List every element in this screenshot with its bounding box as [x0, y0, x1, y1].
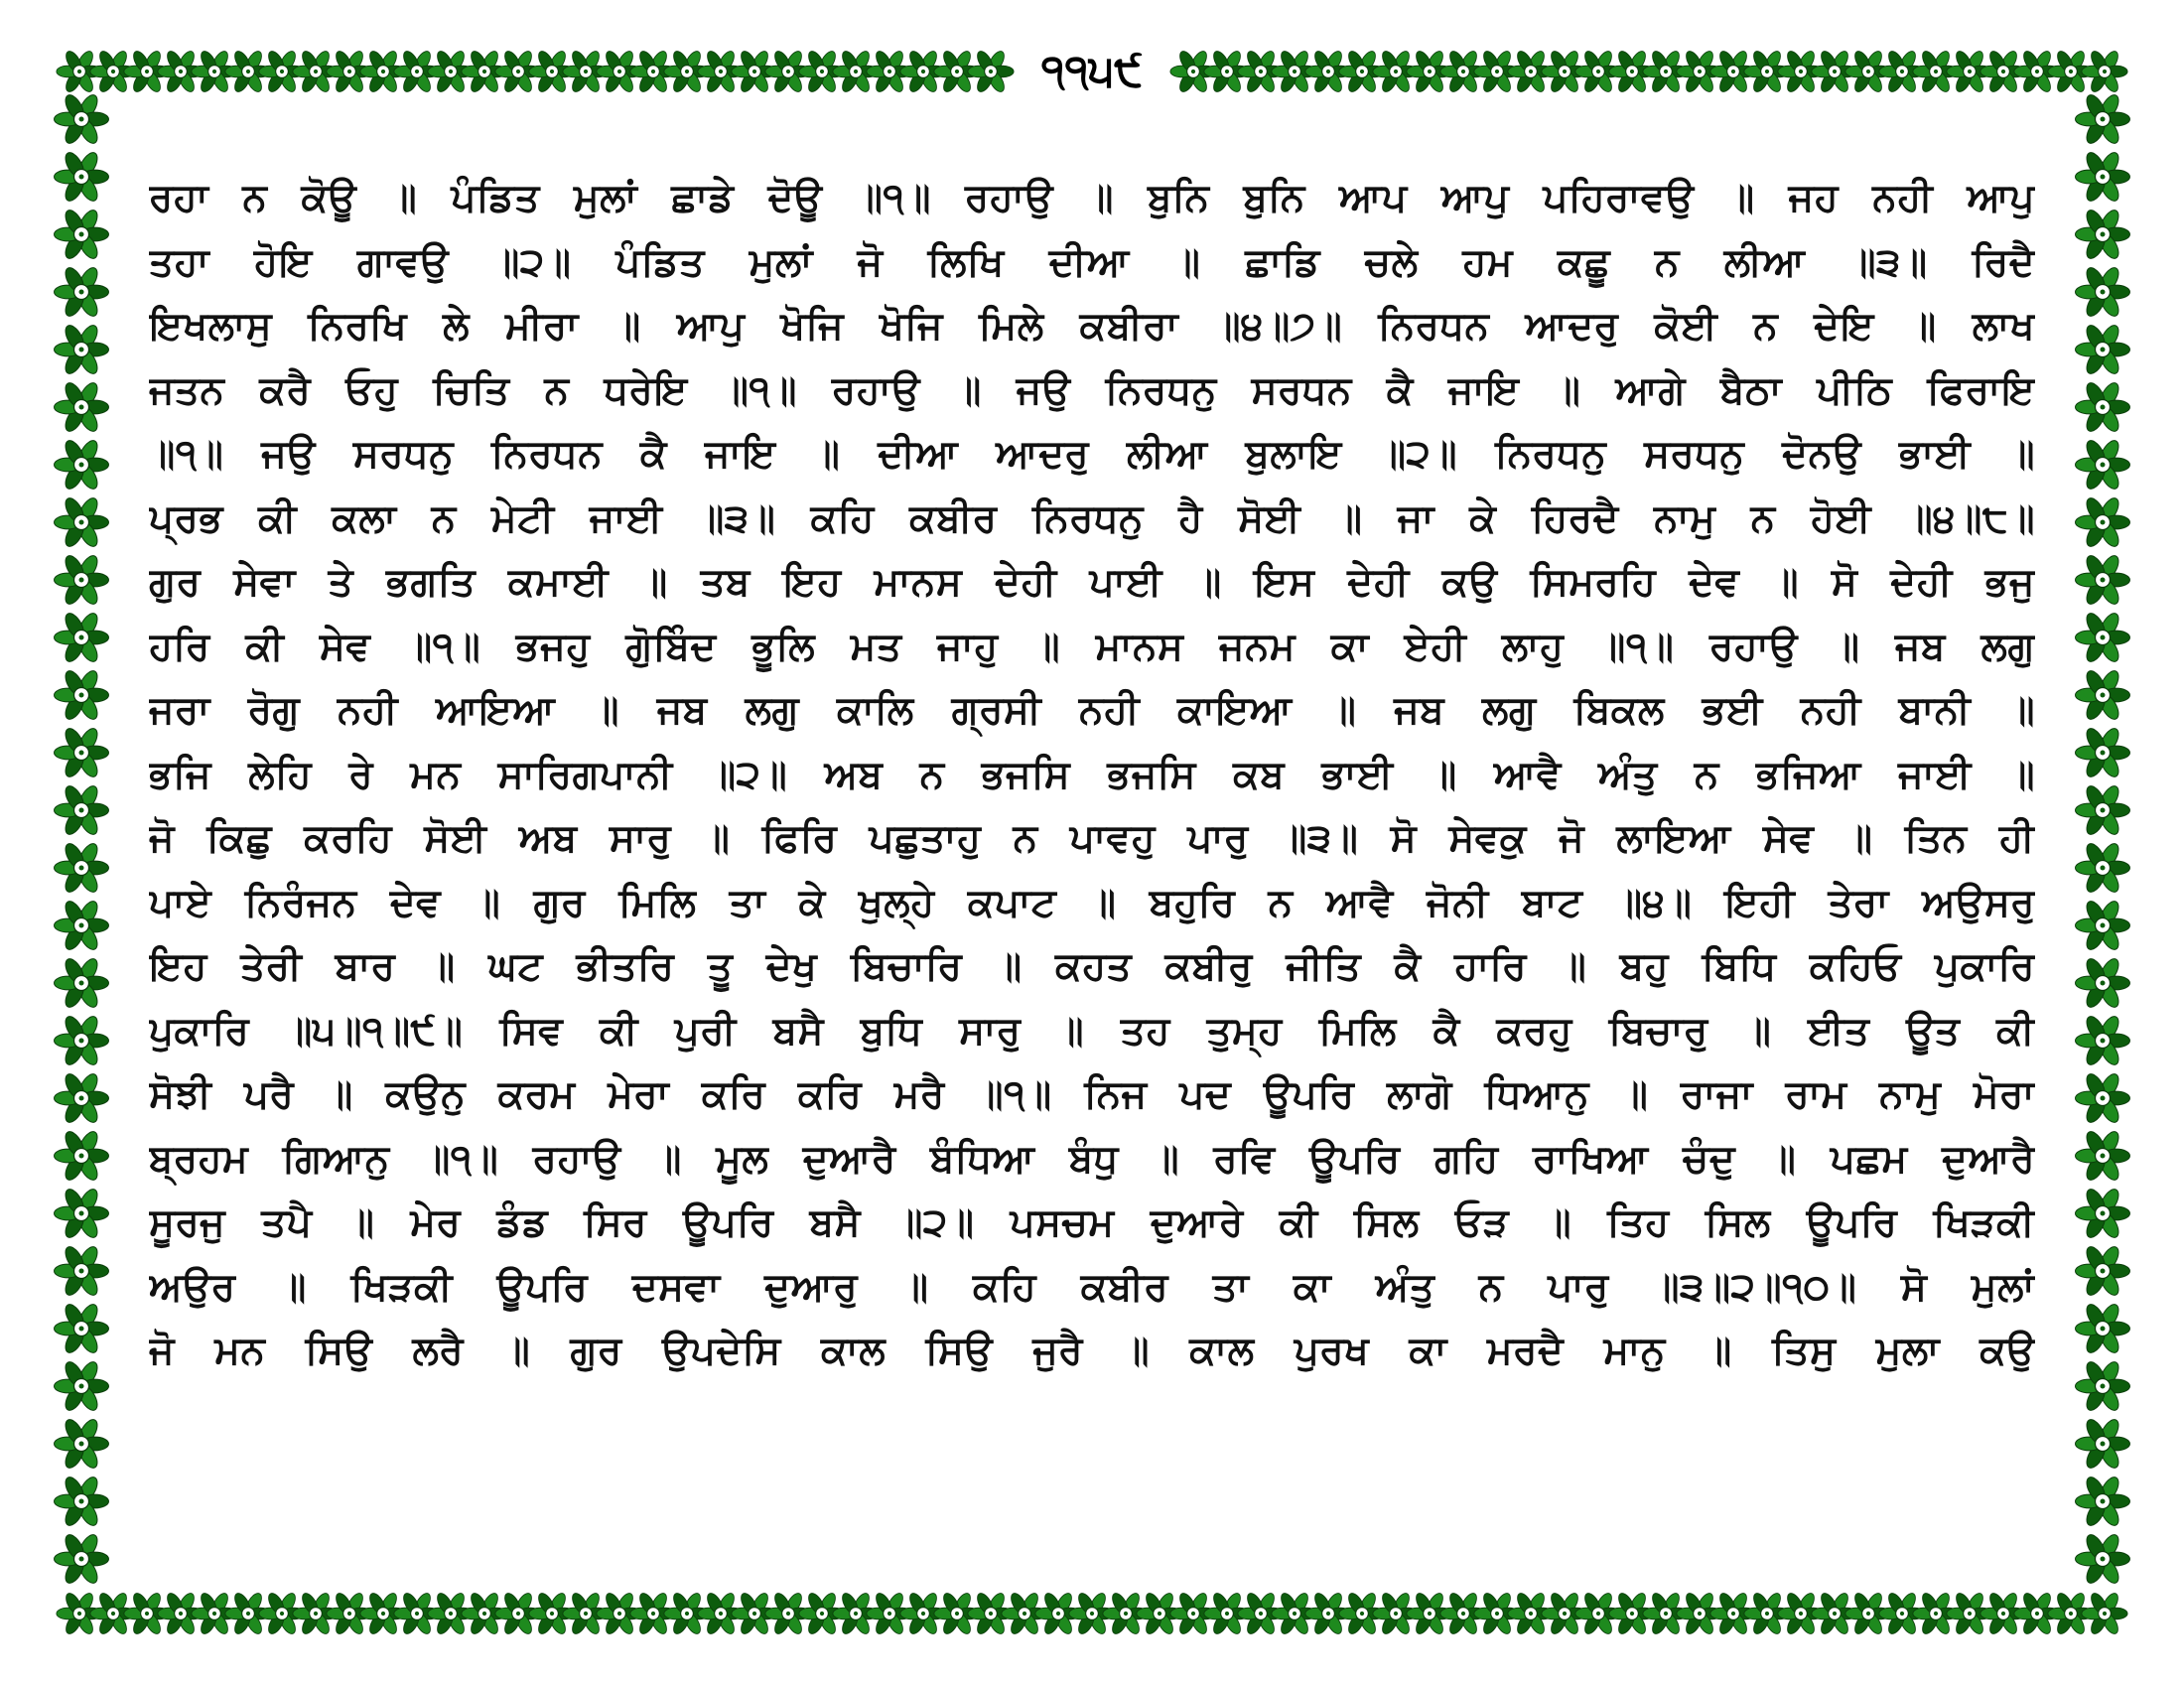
flower-ornament-icon	[2082, 49, 2127, 94]
text-line: ਜੋ ਕਿਛੁ ਕਰਹਿ ਸੋਈ ਅਬ ਸਾਰੁ ॥ ਫਿਰਿ ਪਛੁਤਾਹੁ ਨ ਪਾਵਹੁ ਪਾਰੁ ॥੩॥ ਸੋ ਸੇਵਕੁ ਜੋ ਲਾਇਆ ਸੇਵ ॥ ਤਿਨ ਹੀ	[149, 816, 2035, 861]
text-line: ਜੋ ਮਨ ਸਿਉ ਲਰੈ ॥ ਗੁਰ ਉਪਦੇਸਿ ਕਾਲ ਸਿਉ ਜੁਰੈ ॥ ਕਾਲ ਪੁਰਖ ਕਾ ਮਰਦੈ ਮਾਨੁ ॥ ਤਿਸੁ ਮੁਲਾ ਕਉ	[149, 1329, 2035, 1373]
border-left	[55, 92, 109, 1587]
flower-ornament-icon	[2076, 553, 2130, 608]
flower-ornament-icon	[55, 1532, 109, 1587]
text-line: ਬ੍ਰਹਮ ਗਿਆਨੁ ॥੧॥ ਰਹਾਉ ॥ ਮੂਲ ਦੁਆਰੈ ਬੰਧਿਆ ਬੰਧੁ ॥ ਰਵਿ ਊਪਰਿ ਗਹਿ ਰਾਖਿਆ ਚੰਦੁ ॥ ਪਛਮ ਦੁਆਰੈ	[149, 1136, 2035, 1182]
flower-ornament-icon	[55, 899, 109, 953]
flower-ornament-icon	[55, 265, 109, 320]
flower-ornament-icon	[55, 1302, 109, 1356]
flower-ornament-icon	[2076, 783, 2130, 838]
flower-ornament-icon	[2076, 1475, 2130, 1529]
flower-ornament-icon	[55, 1475, 109, 1529]
flower-ornament-icon	[2076, 265, 2130, 320]
flower-ornament-icon	[2076, 1417, 2130, 1472]
text-line: ਹਰਿ ਕੀ ਸੇਵ ॥੧॥ ਭਜਹੁ ਗੋੁਬਿੰਦ ਭੂਲਿ ਮਤ ਜਾਹੁ ॥ ਮਾਨਸ ਜਨਮ ਕਾ ਏਹੀ ਲਾਹੁ ॥੧॥ ਰਹਾਉ ॥ ਜਬ ਲਗੁ	[149, 624, 2035, 669]
flower-ornament-icon	[55, 726, 109, 780]
flower-ornament-icon	[55, 1417, 109, 1472]
text-line: ॥੧॥ ਜਉ ਸਰਧਨੁ ਨਿਰਧਨ ਕੈ ਜਾਇ ॥ ਦੀਆ ਆਦਰੁ ਲੀਆ ਬੁਲਾਇ ॥੨॥ ਨਿਰਧਨੁ ਸਰਧਨੁ ਦੋਨਉ ਭਾਈ ॥	[149, 432, 2035, 477]
flower-ornament-icon	[2076, 1187, 2130, 1241]
text-line: ਭਜਿ ਲੇਹਿ ਰੇ ਮਨ ਸਾਰਿਗਪਾਨੀ ॥੨॥ ਅਬ ਨ ਭਜਸਿ ਭਜਸਿ ਕਬ ਭਾਈ ॥ ਆਵੈ ਅੰਤੁ ਨ ਭਜਿਆ ਜਾਈ ॥	[149, 752, 2035, 797]
flower-ornament-icon	[55, 92, 109, 147]
flower-ornament-icon	[2076, 726, 2130, 780]
flower-ornament-icon	[55, 956, 109, 1011]
border-bottom	[57, 1591, 2127, 1636]
flower-ornament-icon	[2076, 1244, 2130, 1299]
flower-ornament-icon	[55, 668, 109, 723]
flower-ornament-icon	[2076, 956, 2130, 1011]
flower-ornament-icon	[55, 208, 109, 262]
flower-ornament-icon	[2076, 899, 2130, 953]
flower-ornament-icon	[2076, 150, 2130, 205]
flower-ornament-icon	[55, 1244, 109, 1299]
flower-ornament-icon	[2076, 92, 2130, 147]
text-line: ਪੁਕਾਰਿ ॥੫॥੧॥੯॥ ਸਿਵ ਕੀ ਪੁਰੀ ਬਸੈ ਬੁਧਿ ਸਾਰੁ ॥ ਤਹ ਤੁਮ੍ਹ ਮਿਲਿ ਕੈ ਕਰਹੁ ਬਿਚਾਰੁ ॥ ਈਤ ਊਤ ਕੀ	[149, 1008, 2035, 1054]
flower-ornament-icon	[55, 841, 109, 896]
flower-ornament-icon	[55, 783, 109, 838]
flower-ornament-icon	[55, 323, 109, 377]
flower-ornament-icon	[2076, 611, 2130, 665]
flower-ornament-icon	[2076, 841, 2130, 896]
text-line: ਗੁਰ ਸੇਵਾ ਤੇ ਭਗਤਿ ਕਮਾਈ ॥ ਤਬ ਇਹ ਮਾਨਸ ਦੇਹੀ ਪਾਈ ॥ ਇਸ ਦੇਹੀ ਕਉ ਸਿਮਰਹਿ ਦੇਵ ॥ ਸੋ ਦੇਹੀ ਭਜੁ	[149, 560, 2035, 605]
text-line: ਇਹ ਤੇਰੀ ਬਾਰ ॥ ਘਟ ਭੀਤਰਿ ਤੂ ਦੇਖੁ ਬਿਚਾਰਿ ॥ ਕਹਤ ਕਬੀਰੁ ਜੀਤਿ ਕੈ ਹਾਰਿ ॥ ਬਹੁ ਬਿਧਿ ਕਹਿਓ ਪੁਕਾਰਿ	[149, 944, 2035, 989]
flower-ornament-icon	[55, 1359, 109, 1414]
flower-ornament-icon	[55, 1014, 109, 1068]
text-line: ਅਉਰ ॥ ਖਿੜਕੀ ਊਪਰਿ ਦਸਵਾ ਦੁਆਰੁ ॥ ਕਹਿ ਕਬੀਰ ਤਾ ਕਾ ਅੰਤੁ ਨ ਪਾਰੁ ॥੩॥੨॥੧੦॥ ਸੋ ਮੁਲਾਂ	[149, 1264, 2035, 1310]
flower-ornament-icon	[2076, 1071, 2130, 1126]
text-line: ਸੂਰਜੁ ਤਪੈ ॥ ਮੇਰ ਡੰਡ ਸਿਰ ਊਪਰਿ ਬਸੈ ॥੨॥ ਪਸਚਮ ਦੁਆਰੇ ਕੀ ਸਿਲ ਓੜ ॥ ਤਿਹ ਸਿਲ ਊਪਰਿ ਖਿੜਕੀ	[149, 1200, 2035, 1245]
flower-ornament-icon	[2076, 1359, 2130, 1414]
flower-ornament-icon	[55, 611, 109, 665]
flower-ornament-icon	[2076, 668, 2130, 723]
text-line: ਜਤਨ ਕਰੈ ਓਹੁ ਚਿਤਿ ਨ ਧਰੇਇ ॥੧॥ ਰਹਾਉ ॥ ਜਉ ਨਿਰਧਨੁ ਸਰਧਨ ਕੈ ਜਾਇ ॥ ਆਗੇ ਬੈਠਾ ਪੀਠਿ ਫਿਰਾਇ	[149, 367, 2035, 413]
text-line: ਇਖਲਾਸੁ ਨਿਰਖਿ ਲੇ ਮੀਰਾ ॥ ਆਪੁ ਖੋਜਿ ਖੋਜਿ ਮਿਲੇ ਕਬੀਰਾ ॥੪॥੭॥ ਨਿਰਧਨ ਆਦਰੁ ਕੋਈ ਨ ਦੇਇ ॥ ਲਾਖ	[149, 304, 2035, 349]
flower-ornament-icon	[2076, 380, 2130, 435]
flower-ornament-icon	[968, 49, 1014, 94]
flower-ornament-icon	[2076, 1129, 2130, 1184]
flower-ornament-icon	[2076, 438, 2130, 492]
flower-ornament-icon	[55, 1187, 109, 1241]
text-line: ਰਹਾ ਨ ਕੋਊ ॥ ਪੰਡਿਤ ਮੁਲਾਂ ਛਾਡੇ ਦੋਊ ॥੧॥ ਰਹਾਉ ॥ ਬੁਨਿ ਬੁਨਿ ਆਪ ਆਪੁ ਪਹਿਰਾਵਉ ॥ ਜਹ ਨਹੀ ਆਪੁ	[149, 176, 2035, 220]
flower-ornament-icon	[55, 380, 109, 435]
flower-ornament-icon	[2076, 1014, 2130, 1068]
border-right	[2076, 92, 2130, 1587]
flower-ornament-icon	[55, 495, 109, 550]
flower-ornament-icon	[55, 553, 109, 608]
text-line: ਜਰਾ ਰੋਗੁ ਨਹੀ ਆਇਆ ॥ ਜਬ ਲਗੁ ਕਾਲਿ ਗ੍ਰਸੀ ਨਹੀ ਕਾਇਆ ॥ ਜਬ ਲਗੁ ਬਿਕਲ ਭਈ ਨਹੀ ਬਾਨੀ ॥	[149, 688, 2035, 733]
flower-ornament-icon	[2082, 1591, 2127, 1636]
text-line: ਸੋਝੀ ਪਰੈ ॥ ਕਉਨੁ ਕਰਮ ਮੇਰਾ ਕਰਿ ਕਰਿ ਮਰੈ ॥੧॥ ਨਿਜ ਪਦ ਊਪਰਿ ਲਾਗੋ ਧਿਆਨੁ ॥ ਰਾਜਾ ਰਾਮ ਨਾਮੁ ਮੋਰਾ	[149, 1072, 2035, 1117]
flower-ornament-icon	[2076, 495, 2130, 550]
flower-ornament-icon	[2076, 1302, 2130, 1356]
text-line: ਪਾਏ ਨਿਰੰਜਨ ਦੇਵ ॥ ਗੁਰ ਮਿਲਿ ਤਾ ਕੇ ਖੁਲ੍ਹੇ ਕਪਾਟ ॥ ਬਹੁਰਿ ਨ ਆਵੈ ਜੋਨੀ ਬਾਟ ॥੪॥ ਇਹੀ ਤੇਰਾ ਅਉਸਰੁ	[149, 880, 2035, 925]
text-line: ਪ੍ਰਭ ਕੀ ਕਲਾ ਨ ਮੇਟੀ ਜਾਈ ॥੩॥ ਕਹਿ ਕਬੀਰ ਨਿਰਧਨੁ ਹੈ ਸੋਈ ॥ ਜਾ ਕੇ ਹਿਰਦੈ ਨਾਮੁ ਨ ਹੋਈ ॥੪॥੮॥	[149, 495, 2035, 541]
flower-ornament-icon	[2076, 1532, 2130, 1587]
text-line: ਤਹਾ ਹੋਇ ਗਾਵਉ ॥੨॥ ਪੰਡਿਤ ਮੁਲਾਂ ਜੋ ਲਿਖਿ ਦੀਆ ॥ ਛਾਡਿ ਚਲੇ ਹਮ ਕਛੂ ਨ ਲੀਆ ॥੩॥ ਰਿਦੈ	[149, 239, 2035, 285]
flower-ornament-icon	[55, 438, 109, 492]
scripture-text	[149, 167, 2035, 1537]
flower-ornament-icon	[55, 1129, 109, 1184]
flower-ornament-icon	[55, 150, 109, 205]
flower-ornament-icon	[55, 1071, 109, 1126]
flower-ornament-icon	[2076, 323, 2130, 377]
flower-ornament-icon	[2076, 208, 2130, 262]
page-number: ੧੧੫੯	[1023, 42, 1161, 101]
